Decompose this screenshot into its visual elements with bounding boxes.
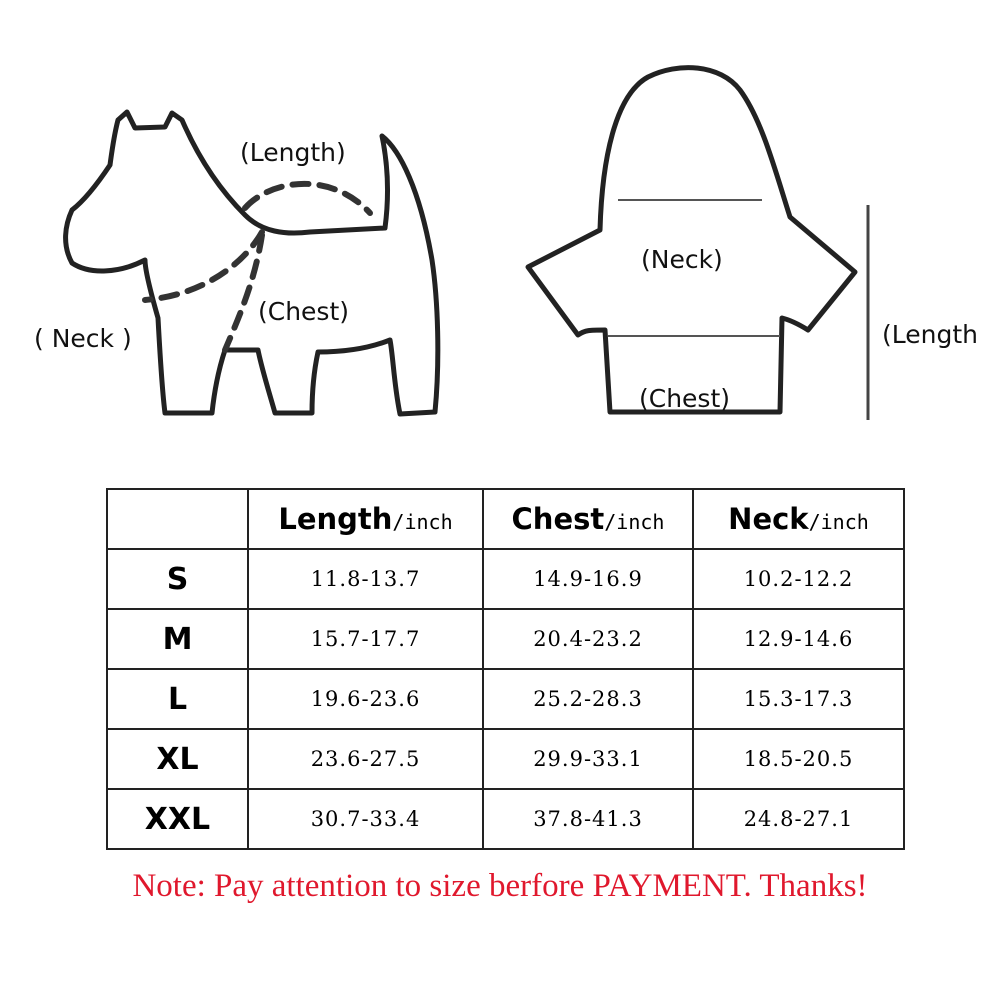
chest-cell: 25.2-28.3 [483, 669, 693, 729]
header-unit: /inch [392, 510, 453, 534]
payment-note: Note: Pay attention to size berfore PAYMENT. Thanks! [132, 868, 868, 904]
size-cell: L [107, 669, 248, 729]
header-label: Chest [511, 502, 605, 536]
hoodie-outline-icon [528, 68, 855, 412]
chest-cell: 20.4-23.2 [483, 609, 693, 669]
neck-cell: 10.2-12.2 [693, 549, 904, 609]
header-unit: /inch [808, 510, 869, 534]
dog-length-label: (Length) [240, 138, 346, 167]
header-cell-chest [483, 489, 693, 549]
chest-cell: 37.8-41.3 [483, 789, 693, 849]
hoodie-neck-label: (Neck) [641, 245, 723, 274]
header-label: Length [278, 502, 393, 536]
dog-neck-label: ( Neck ) [34, 324, 132, 353]
neck-cell: 15.3-17.3 [693, 669, 904, 729]
dog-length-dash [245, 184, 370, 213]
neck-cell: 24.8-27.1 [693, 789, 904, 849]
neck-cell: 12.9-14.6 [693, 609, 904, 669]
chest-cell: 29.9-33.1 [483, 729, 693, 789]
size-cell: XXL [107, 789, 248, 849]
table-row [107, 669, 904, 729]
table-row [107, 609, 904, 669]
header-cell-neck [693, 489, 904, 549]
length-cell: 15.7-17.7 [248, 609, 483, 669]
length-cell: 23.6-27.5 [248, 729, 483, 789]
length-cell: 30.7-33.4 [248, 789, 483, 849]
neck-cell: 18.5-20.5 [693, 729, 904, 789]
header-label: Neck [728, 502, 809, 536]
table-row [107, 729, 904, 789]
table-row [107, 789, 904, 849]
table-header-row [107, 489, 904, 549]
dog-neck-dash [145, 232, 262, 300]
dog-chest-label: (Chest) [258, 297, 350, 326]
size-cell: S [107, 549, 248, 609]
hoodie-chest-label: (Chest) [639, 384, 731, 413]
hoodie-length-label: (Length [882, 320, 978, 349]
length-cell: 11.8-13.7 [248, 549, 483, 609]
header-cell-length [248, 489, 483, 549]
table-row [107, 549, 904, 609]
header-unit: /inch [604, 510, 665, 534]
chest-cell: 14.9-16.9 [483, 549, 693, 609]
size-chart-table [106, 488, 905, 850]
header-cell-size [107, 489, 248, 549]
measurement-illustration [0, 0, 1000, 470]
size-cell: XL [107, 729, 248, 789]
size-cell: M [107, 609, 248, 669]
length-cell: 19.6-23.6 [248, 669, 483, 729]
